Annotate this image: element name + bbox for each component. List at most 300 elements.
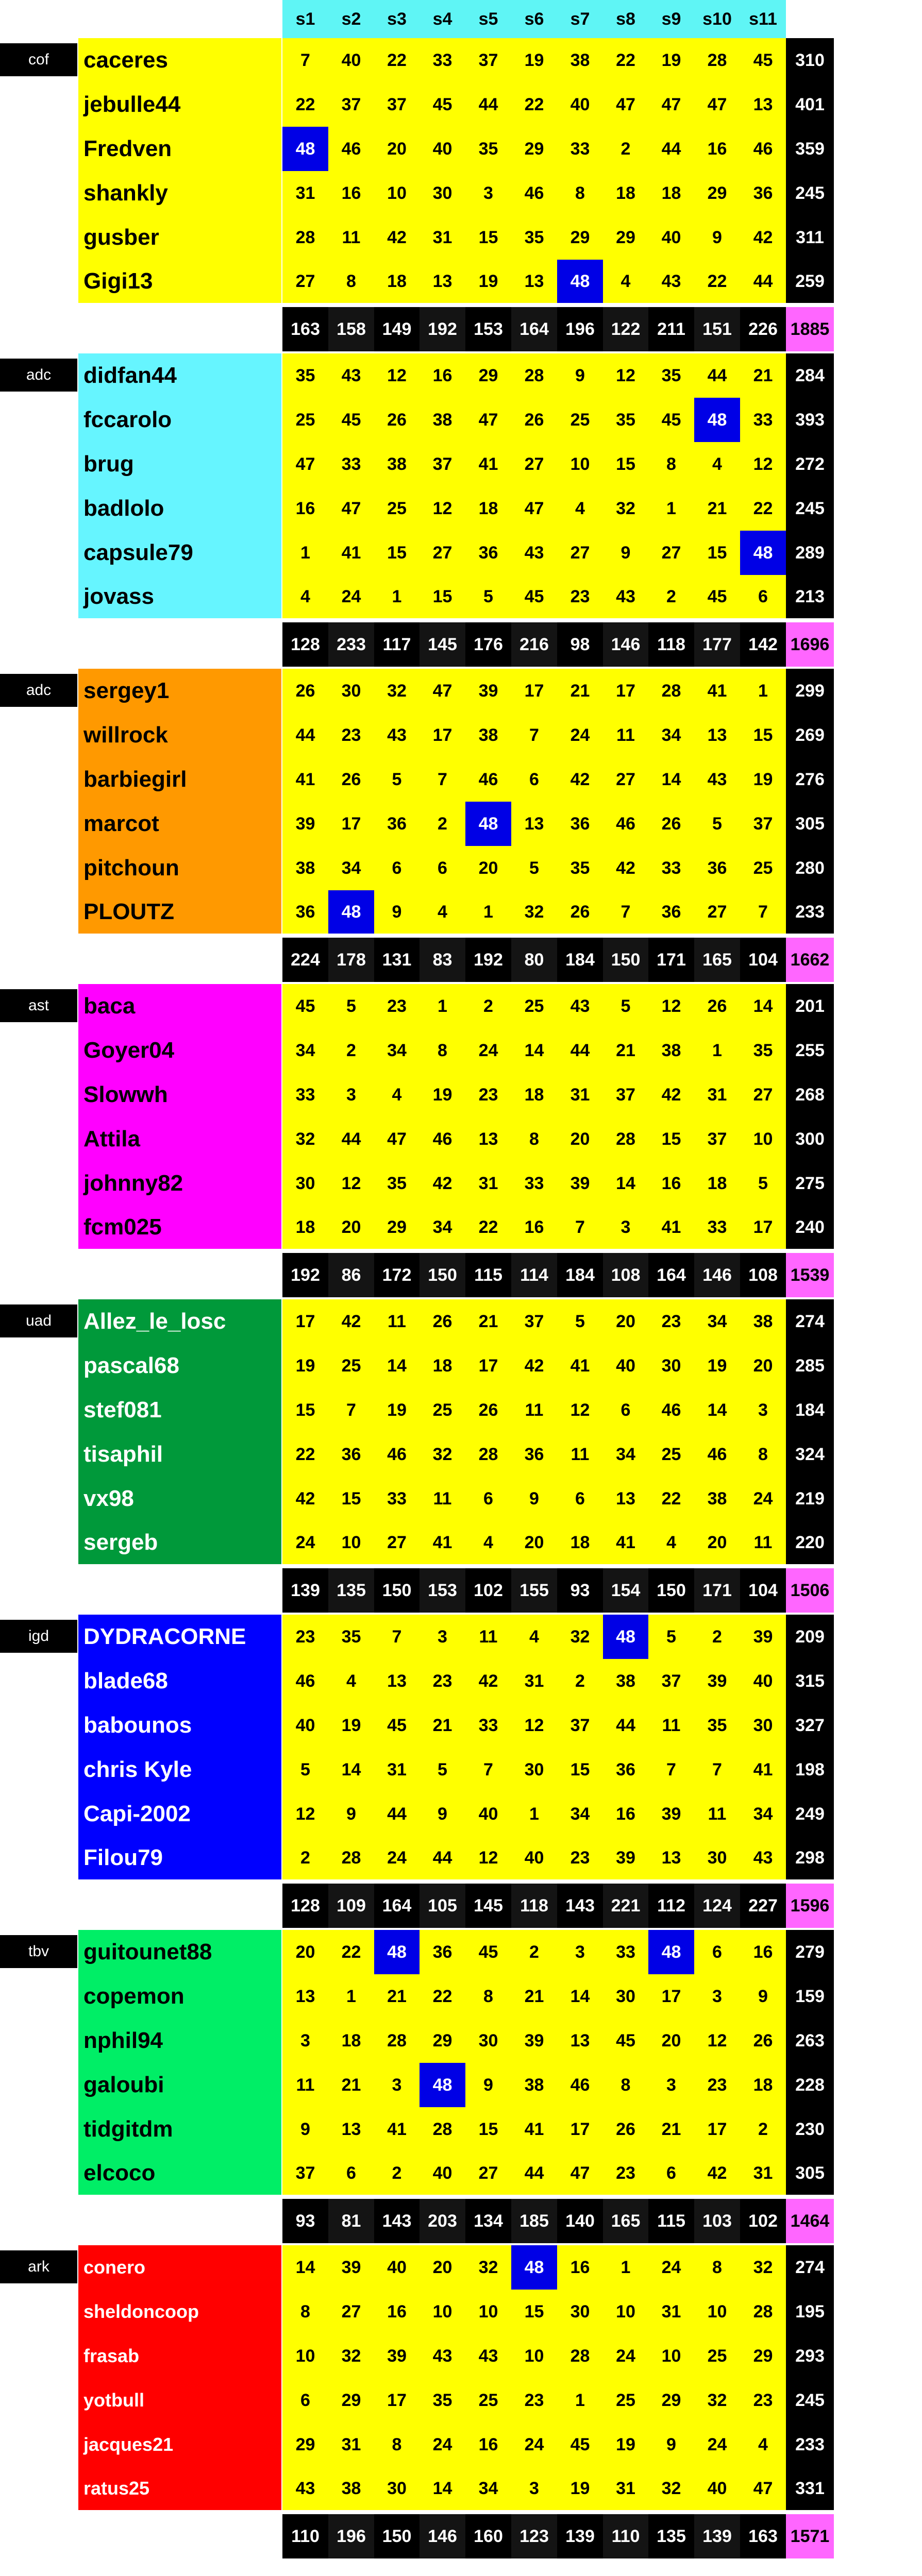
score-cell: 27 <box>328 2290 374 2334</box>
score-cell: 43 <box>465 2334 511 2378</box>
column-total: 165 <box>603 2199 648 2243</box>
score-cell: 23 <box>557 1836 603 1879</box>
score-cell: 21 <box>328 2063 374 2107</box>
score-cell: 23 <box>603 2151 648 2195</box>
column-total: 203 <box>420 2199 465 2243</box>
column-header-s5[interactable]: s5 <box>465 0 511 38</box>
score-cell: 36 <box>420 1930 465 1974</box>
score-cell: 3 <box>465 171 511 215</box>
score-cell: 22 <box>374 38 420 82</box>
player-name[interactable]: blade68 <box>78 1659 281 1703</box>
score-cell: 10 <box>694 2290 740 2334</box>
player-name[interactable]: sergey1 <box>78 669 281 713</box>
column-total: 150 <box>603 938 648 982</box>
score-cell: 16 <box>465 2422 511 2467</box>
column-total: 178 <box>328 938 374 982</box>
score-cell: 45 <box>420 82 465 127</box>
player-name[interactable]: tisaphil <box>78 1432 281 1477</box>
score-cell: 36 <box>328 1432 374 1477</box>
player-name[interactable]: ratus25 <box>78 2467 281 2510</box>
score-cell: 31 <box>694 1073 740 1117</box>
score-cell: 22 <box>648 1477 694 1521</box>
score-cell: 41 <box>328 531 374 575</box>
score-cell: 10 <box>557 442 603 486</box>
score-cell: 10 <box>740 1117 786 1161</box>
score-cell: 14 <box>420 2467 465 2510</box>
column-total: 146 <box>420 2514 465 2558</box>
column-header-s4[interactable]: s4 <box>420 0 465 38</box>
max-score-cell: 48 <box>557 260 603 303</box>
score-cell: 15 <box>328 1477 374 1521</box>
score-cell: 46 <box>603 802 648 846</box>
score-cell: 33 <box>648 846 694 890</box>
column-header-s10[interactable]: s10 <box>694 0 740 38</box>
player-name[interactable]: DYDRACORNE <box>78 1615 281 1659</box>
score-cell: 23 <box>511 2378 557 2422</box>
column-total: 176 <box>465 622 511 667</box>
score-cell: 28 <box>603 1117 648 1161</box>
player-name[interactable]: copemon <box>78 1974 281 2019</box>
score-cell: 43 <box>511 531 557 575</box>
score-cell: 23 <box>557 575 603 618</box>
score-cell: 26 <box>740 2019 786 2063</box>
score-cell: 34 <box>694 1299 740 1344</box>
player-name[interactable]: babounos <box>78 1703 281 1748</box>
score-cell: 19 <box>694 1344 740 1388</box>
score-cell: 41 <box>694 669 740 713</box>
score-cell: 29 <box>420 2019 465 2063</box>
score-cell: 36 <box>374 802 420 846</box>
score-cell: 47 <box>328 486 374 531</box>
column-total: 177 <box>694 622 740 667</box>
score-cell: 29 <box>328 2378 374 2422</box>
score-cell: 45 <box>557 2422 603 2467</box>
score-cell: 5 <box>420 1748 465 1792</box>
score-cell: 26 <box>282 669 328 713</box>
score-cell: 10 <box>511 2334 557 2378</box>
column-total: 118 <box>648 622 694 667</box>
score-cell: 47 <box>740 2467 786 2510</box>
score-cell: 11 <box>328 215 374 260</box>
player-total: 393 <box>786 398 834 442</box>
score-cell: 38 <box>328 2467 374 2510</box>
column-total: 80 <box>511 938 557 982</box>
column-total: 118 <box>511 1884 557 1928</box>
player-name[interactable]: Capi-2002 <box>78 1792 281 1836</box>
player-name[interactable]: Gigi13 <box>78 260 281 303</box>
player-name[interactable]: fccarolo <box>78 398 281 442</box>
score-cell: 44 <box>374 1792 420 1836</box>
score-cell: 25 <box>374 486 420 531</box>
score-cell: 42 <box>282 1477 328 1521</box>
score-cell: 19 <box>465 260 511 303</box>
player-name[interactable]: guitounet88 <box>78 1930 281 1974</box>
column-total: 192 <box>420 307 465 351</box>
player-total: 298 <box>786 1836 834 1879</box>
score-cell: 46 <box>648 1388 694 1432</box>
player-name[interactable]: conero <box>78 2245 281 2290</box>
score-cell: 36 <box>603 1748 648 1792</box>
column-total: 149 <box>374 307 420 351</box>
player-name[interactable]: Filou79 <box>78 1836 281 1879</box>
score-cell: 17 <box>374 2378 420 2422</box>
score-cell: 30 <box>282 1161 328 1206</box>
score-cell: 30 <box>557 2290 603 2334</box>
column-header-s6[interactable]: s6 <box>511 0 557 38</box>
score-cell: 15 <box>465 2107 511 2151</box>
score-cell: 42 <box>511 1344 557 1388</box>
score-cell: 19 <box>740 757 786 802</box>
player-name[interactable]: marcot <box>78 802 281 846</box>
score-cell: 39 <box>465 669 511 713</box>
player-name[interactable]: caceres <box>78 38 281 82</box>
score-cell: 36 <box>282 890 328 934</box>
score-cell: 3 <box>420 1615 465 1659</box>
player-name[interactable]: nphil94 <box>78 2019 281 2063</box>
column-total: 164 <box>374 1884 420 1928</box>
player-name[interactable]: johnny82 <box>78 1161 281 1206</box>
score-cell: 10 <box>465 2290 511 2334</box>
player-name[interactable]: sheldoncoop <box>78 2290 281 2334</box>
column-header-s3[interactable]: s3 <box>374 0 420 38</box>
score-cell: 2 <box>557 1659 603 1703</box>
score-cell: 29 <box>740 2334 786 2378</box>
score-cell: 40 <box>648 215 694 260</box>
team-grand-total: 1662 <box>786 938 834 982</box>
player-name[interactable]: capsule79 <box>78 531 281 575</box>
player-total: 300 <box>786 1117 834 1161</box>
score-cell: 17 <box>603 669 648 713</box>
player-name[interactable]: badlolo <box>78 486 281 531</box>
score-cell: 21 <box>694 486 740 531</box>
score-cell: 14 <box>603 1161 648 1206</box>
score-cell: 1 <box>694 1028 740 1073</box>
score-cell: 29 <box>511 127 557 171</box>
score-cell: 37 <box>282 2151 328 2195</box>
team-grand-total: 1539 <box>786 1253 834 1297</box>
score-cell: 8 <box>465 1974 511 2019</box>
score-cell: 22 <box>420 1974 465 2019</box>
player-name[interactable]: didfan44 <box>78 353 281 398</box>
column-total: 164 <box>648 1253 694 1297</box>
score-cell: 42 <box>557 757 603 802</box>
score-cell: 41 <box>465 442 511 486</box>
player-name[interactable]: jovass <box>78 575 281 618</box>
score-cell: 6 <box>648 2151 694 2195</box>
score-cell: 37 <box>740 802 786 846</box>
score-cell: 4 <box>328 1659 374 1703</box>
score-cell: 31 <box>420 215 465 260</box>
score-cell: 4 <box>694 442 740 486</box>
player-name[interactable]: shankly <box>78 171 281 215</box>
score-cell: 44 <box>740 260 786 303</box>
score-cell: 34 <box>465 2467 511 2510</box>
score-cell: 20 <box>603 1299 648 1344</box>
column-total: 164 <box>511 307 557 351</box>
score-cell: 15 <box>420 575 465 618</box>
score-cell: 24 <box>282 1521 328 1564</box>
score-cell: 11 <box>465 1615 511 1659</box>
score-cell: 1 <box>374 575 420 618</box>
score-cell: 9 <box>374 890 420 934</box>
player-total: 293 <box>786 2334 834 2378</box>
column-header-s1[interactable]: s1 <box>282 0 328 38</box>
player-total: 230 <box>786 2107 834 2151</box>
score-cell: 22 <box>282 1432 328 1477</box>
column-total: 122 <box>603 307 648 351</box>
score-cell: 27 <box>557 531 603 575</box>
score-cell: 25 <box>511 984 557 1028</box>
team-tag: cof <box>0 43 77 76</box>
column-header-s11[interactable]: s11 <box>740 0 786 38</box>
player-name[interactable]: tidgitdm <box>78 2107 281 2151</box>
column-header-s8[interactable]: s8 <box>603 0 648 38</box>
score-cell: 44 <box>420 1836 465 1879</box>
player-name[interactable]: jebulle44 <box>78 82 281 127</box>
score-cell: 28 <box>648 669 694 713</box>
column-total: 150 <box>648 1568 694 1613</box>
player-total: 245 <box>786 2378 834 2422</box>
score-cell: 16 <box>282 486 328 531</box>
score-cell: 27 <box>603 757 648 802</box>
player-total: 213 <box>786 575 834 618</box>
team-grand-total: 1464 <box>786 2199 834 2243</box>
player-total: 228 <box>786 2063 834 2107</box>
player-total: 233 <box>786 890 834 934</box>
column-total: 112 <box>648 1884 694 1928</box>
score-cell: 33 <box>511 1161 557 1206</box>
score-cell: 38 <box>420 398 465 442</box>
score-cell: 2 <box>511 1930 557 1974</box>
player-name[interactable]: barbiegirl <box>78 757 281 802</box>
score-cell: 2 <box>374 2151 420 2195</box>
score-cell: 16 <box>511 1206 557 1249</box>
player-total: 259 <box>786 260 834 303</box>
score-cell: 44 <box>282 713 328 757</box>
player-total: 280 <box>786 846 834 890</box>
team-tag: igd <box>0 1620 77 1653</box>
score-cell: 46 <box>465 757 511 802</box>
score-cell: 23 <box>465 1073 511 1117</box>
player-name[interactable]: Attila <box>78 1117 281 1161</box>
player-total: 245 <box>786 171 834 215</box>
score-cell: 31 <box>511 1659 557 1703</box>
score-cell: 10 <box>282 2334 328 2378</box>
score-cell: 35 <box>694 1703 740 1748</box>
score-cell: 14 <box>374 1344 420 1388</box>
score-cell: 26 <box>694 984 740 1028</box>
score-cell: 42 <box>694 2151 740 2195</box>
score-cell: 32 <box>465 2245 511 2290</box>
score-cell: 15 <box>465 215 511 260</box>
score-cell: 18 <box>557 1521 603 1564</box>
column-header-s9[interactable]: s9 <box>648 0 694 38</box>
score-cell: 32 <box>648 2467 694 2510</box>
score-cell: 18 <box>511 1073 557 1117</box>
score-cell: 21 <box>557 669 603 713</box>
score-cell: 1 <box>420 984 465 1028</box>
score-cell: 35 <box>374 1161 420 1206</box>
score-cell: 15 <box>603 442 648 486</box>
player-name[interactable]: Allez_le_losc <box>78 1299 281 1344</box>
column-total: 184 <box>557 1253 603 1297</box>
score-cell: 42 <box>603 846 648 890</box>
score-cell: 26 <box>511 398 557 442</box>
score-cell: 32 <box>694 2378 740 2422</box>
player-name[interactable]: Slowwh <box>78 1073 281 1117</box>
score-cell: 3 <box>694 1974 740 2019</box>
score-cell: 5 <box>511 846 557 890</box>
score-cell: 17 <box>282 1299 328 1344</box>
team-grand-total: 1596 <box>786 1884 834 1928</box>
player-name[interactable]: stef081 <box>78 1388 281 1432</box>
score-cell: 26 <box>648 802 694 846</box>
score-cell: 41 <box>557 1344 603 1388</box>
score-cell: 45 <box>603 2019 648 2063</box>
score-cell: 15 <box>374 531 420 575</box>
score-cell: 1 <box>328 1974 374 2019</box>
column-total: 196 <box>328 2514 374 2558</box>
column-total: 192 <box>465 938 511 982</box>
score-cell: 10 <box>648 2334 694 2378</box>
score-cell: 38 <box>282 846 328 890</box>
score-cell: 44 <box>694 353 740 398</box>
score-cell: 21 <box>603 1028 648 1073</box>
score-cell: 12 <box>740 442 786 486</box>
column-header-s2[interactable]: s2 <box>328 0 374 38</box>
score-cell: 6 <box>328 2151 374 2195</box>
score-cell: 43 <box>557 984 603 1028</box>
score-cell: 20 <box>740 1344 786 1388</box>
score-cell: 27 <box>511 442 557 486</box>
score-cell: 2 <box>694 1615 740 1659</box>
score-cell: 39 <box>374 2334 420 2378</box>
score-cell: 44 <box>603 1703 648 1748</box>
score-cell: 24 <box>511 2422 557 2467</box>
column-total: 140 <box>557 2199 603 2243</box>
player-name[interactable]: Goyer04 <box>78 1028 281 1073</box>
column-total: 163 <box>740 2514 786 2558</box>
score-cell: 17 <box>328 802 374 846</box>
score-cell: 11 <box>740 1521 786 1564</box>
score-cell: 25 <box>603 2378 648 2422</box>
player-total: 401 <box>786 82 834 127</box>
player-total: 289 <box>786 531 834 575</box>
score-cell: 1 <box>740 669 786 713</box>
player-name[interactable]: fcm025 <box>78 1206 281 1249</box>
score-cell: 36 <box>511 1432 557 1477</box>
player-name[interactable]: elcoco <box>78 2151 281 2195</box>
score-cell: 33 <box>557 127 603 171</box>
score-cell: 12 <box>603 353 648 398</box>
score-cell: 12 <box>328 1161 374 1206</box>
score-cell: 39 <box>557 1161 603 1206</box>
score-cell: 11 <box>420 1477 465 1521</box>
score-cell: 23 <box>694 2063 740 2107</box>
player-name[interactable]: PLOUTZ <box>78 890 281 934</box>
column-total: 150 <box>374 1568 420 1613</box>
player-name[interactable]: sergeb <box>78 1521 281 1564</box>
score-cell: 25 <box>648 1432 694 1477</box>
score-cell: 23 <box>420 1659 465 1703</box>
score-cell: 41 <box>648 1206 694 1249</box>
column-total: 163 <box>282 307 328 351</box>
player-name[interactable]: baca <box>78 984 281 1028</box>
score-cell: 2 <box>648 575 694 618</box>
player-total: 327 <box>786 1703 834 1748</box>
score-cell: 26 <box>374 398 420 442</box>
column-total: 150 <box>374 2514 420 2558</box>
score-cell: 18 <box>282 1206 328 1249</box>
score-cell: 7 <box>603 890 648 934</box>
score-cell: 6 <box>557 1477 603 1521</box>
score-cell: 27 <box>420 531 465 575</box>
score-cell: 7 <box>328 1388 374 1432</box>
score-cell: 23 <box>328 713 374 757</box>
score-cell: 15 <box>648 1117 694 1161</box>
column-total: 108 <box>603 1253 648 1297</box>
score-cell: 35 <box>740 1028 786 1073</box>
score-cell: 42 <box>328 1299 374 1344</box>
player-name[interactable]: willrock <box>78 713 281 757</box>
score-cell: 38 <box>374 442 420 486</box>
score-cell: 10 <box>374 171 420 215</box>
score-cell: 43 <box>694 757 740 802</box>
column-total: 83 <box>420 938 465 982</box>
score-cell: 29 <box>374 1206 420 1249</box>
score-cell: 32 <box>420 1432 465 1477</box>
score-cell: 3 <box>603 1206 648 1249</box>
score-cell: 26 <box>603 2107 648 2151</box>
column-total: 160 <box>465 2514 511 2558</box>
max-score-cell: 48 <box>328 890 374 934</box>
player-name[interactable]: pascal68 <box>78 1344 281 1388</box>
player-name[interactable]: gusber <box>78 215 281 260</box>
score-cell: 19 <box>328 1703 374 1748</box>
score-cell: 29 <box>465 353 511 398</box>
score-cell: 34 <box>328 846 374 890</box>
player-name[interactable]: galoubi <box>78 2063 281 2107</box>
score-cell: 38 <box>465 713 511 757</box>
score-cell: 8 <box>694 2245 740 2290</box>
column-header-s7[interactable]: s7 <box>557 0 603 38</box>
player-name[interactable]: yotbull <box>78 2378 281 2422</box>
score-cell: 15 <box>694 531 740 575</box>
max-score-cell: 48 <box>465 802 511 846</box>
player-total: 274 <box>786 2245 834 2290</box>
score-cell: 33 <box>465 1703 511 1748</box>
score-cell: 40 <box>603 1344 648 1388</box>
player-total: 331 <box>786 2467 834 2510</box>
player-name[interactable]: Fredven <box>78 127 281 171</box>
score-cell: 47 <box>603 82 648 127</box>
score-cell: 28 <box>465 1432 511 1477</box>
player-name[interactable]: chris Kyle <box>78 1748 281 1792</box>
score-cell: 33 <box>328 442 374 486</box>
column-total: 146 <box>694 1253 740 1297</box>
score-cell: 30 <box>420 171 465 215</box>
score-cell: 21 <box>648 2107 694 2151</box>
player-name[interactable]: jacques21 <box>78 2422 281 2467</box>
score-cell: 42 <box>648 1073 694 1117</box>
team-tag: adc <box>0 359 77 392</box>
player-name[interactable]: brug <box>78 442 281 486</box>
player-name[interactable]: vx98 <box>78 1477 281 1521</box>
column-total: 165 <box>694 938 740 982</box>
score-cell: 42 <box>374 215 420 260</box>
player-name[interactable]: frasab <box>78 2334 281 2378</box>
player-name[interactable]: pitchoun <box>78 846 281 890</box>
